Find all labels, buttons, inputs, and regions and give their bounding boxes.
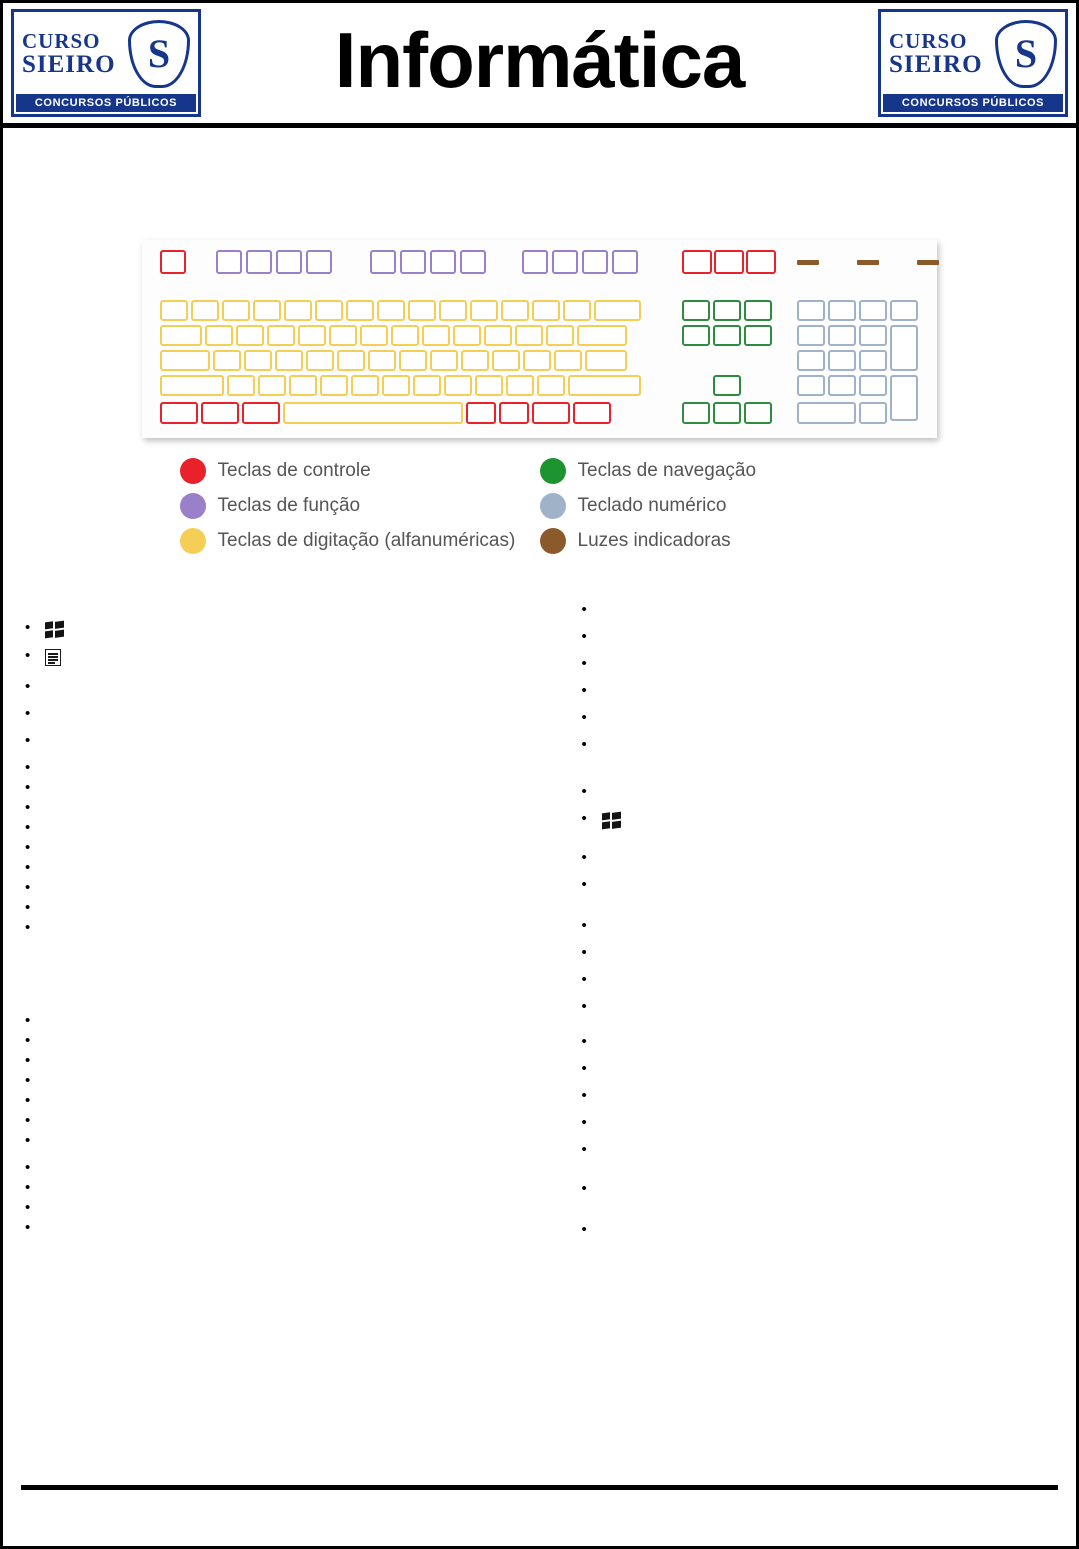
led-num-lock-icon (797, 260, 819, 265)
list-item (578, 785, 1059, 798)
key-num-divide (828, 300, 856, 321)
list-item (21, 1094, 540, 1107)
list-item (21, 1114, 540, 1127)
logo-right (878, 9, 1068, 117)
logo-left (11, 9, 201, 117)
key-f4 (306, 250, 332, 274)
key-f8 (460, 250, 486, 274)
key-j (399, 350, 427, 371)
key-l (461, 350, 489, 371)
key-f11 (582, 250, 608, 274)
key-period (475, 375, 503, 396)
keyboard-diagram (142, 240, 937, 438)
key-bracket-right (554, 350, 582, 371)
list-item (21, 1221, 540, 1234)
key-num-3 (859, 375, 887, 396)
key-num-lock (797, 300, 825, 321)
logo-right-shield-letter: S (1014, 31, 1038, 76)
logo-left-shield-letter: S (147, 31, 171, 76)
list-item (578, 684, 1059, 697)
legend-label-funcao: Teclas de função (217, 495, 361, 516)
list-item (578, 630, 1059, 643)
legend-item-digitacao (180, 528, 540, 554)
key-8 (408, 300, 436, 321)
key-ctrl-right (573, 402, 611, 424)
list-item (21, 734, 540, 747)
key-bracket-left (546, 325, 574, 346)
logo-right-word1: CURSO (889, 29, 968, 53)
key-print-screen (682, 250, 712, 274)
legend-dot-numerico-icon (540, 493, 566, 519)
key-num-decimal (859, 402, 887, 424)
key-backquote (160, 300, 188, 321)
key-shift-left (160, 375, 224, 396)
logo-right-shield-icon (995, 20, 1057, 88)
legend-dot-digitacao-icon (180, 528, 206, 554)
keyboard-row-bottom (160, 402, 611, 424)
keyboard-figure (3, 240, 1076, 554)
key-x (258, 375, 286, 396)
keyboard-row-numbers (160, 300, 641, 321)
key-arrow-right-icon (744, 402, 772, 424)
key-5 (315, 300, 343, 321)
keyboard-nav-row-1 (682, 300, 772, 321)
list-item (578, 1000, 1059, 1013)
numpad-row-5 (797, 402, 887, 424)
keyboard-arrow-up (713, 375, 741, 396)
legend-dot-controle-icon (180, 458, 206, 484)
logo-left-top (16, 14, 196, 94)
key-alt-gr (466, 402, 496, 424)
key-space (283, 402, 463, 424)
legend-item-navegacao (540, 458, 900, 484)
list-item (578, 1182, 1059, 1195)
list-item (578, 973, 1059, 986)
key-windows-left (201, 402, 239, 424)
key-f3 (276, 250, 302, 274)
list-item (578, 711, 1059, 724)
logo-left-shield-icon (128, 20, 190, 88)
key-menu (532, 402, 570, 424)
key-num-6 (859, 350, 887, 371)
key-v (320, 375, 348, 396)
key-9 (439, 300, 467, 321)
windows-flag-icon (45, 620, 64, 640)
key-w (236, 325, 264, 346)
key-c (289, 375, 317, 396)
content-columns (3, 603, 1076, 1446)
key-num-multiply (859, 300, 887, 321)
indicator-lights (797, 260, 939, 265)
list-item (578, 919, 1059, 932)
list-item (21, 761, 540, 774)
key-arrow-left-icon (682, 402, 710, 424)
key-num-4 (797, 350, 825, 371)
key-e (267, 325, 295, 346)
list-item (21, 861, 540, 874)
legend-label-navegacao: Teclas de navegação (577, 460, 757, 481)
list-item (21, 1181, 540, 1194)
footer-divider (21, 1485, 1058, 1490)
key-f10 (552, 250, 578, 274)
list-item (21, 707, 540, 720)
list-item (21, 801, 540, 814)
list-item (21, 1014, 540, 1027)
list-item (21, 921, 540, 934)
key-num-2 (828, 375, 856, 396)
list-item (578, 657, 1059, 670)
list-item (21, 1134, 540, 1147)
key-u (391, 325, 419, 346)
key-f1 (216, 250, 242, 274)
keyboard-arrow-row (682, 402, 772, 424)
logo-right-word2: SIEIRO (889, 51, 983, 78)
legend-item-funcao (180, 493, 540, 519)
key-num-add (890, 325, 918, 371)
page-header (3, 3, 1076, 128)
key-1 (191, 300, 219, 321)
legend-item-controle (180, 458, 540, 484)
legend-dot-navegacao-icon (540, 458, 566, 484)
key-num-0 (797, 402, 856, 424)
key-num-subtract (890, 300, 918, 321)
key-cedilla (492, 350, 520, 371)
key-b (351, 375, 379, 396)
key-acute (515, 325, 543, 346)
logo-left-word1: CURSO (22, 29, 101, 53)
key-h (368, 350, 396, 371)
logo-left-words (22, 31, 116, 77)
logo-right-top (883, 14, 1063, 94)
list-item (578, 1089, 1059, 1102)
menu-key-icon (45, 649, 61, 666)
list-item (578, 812, 1059, 829)
legend-label-digitacao: Teclas de digitação (alfanuméricas) (217, 530, 516, 551)
logo-right-tagline: CONCURSOS PÚBLICOS (883, 94, 1063, 112)
key-num-enter (890, 375, 918, 421)
keyboard-row-qwerty (160, 325, 627, 346)
logo-right-words (889, 31, 983, 77)
key-g (337, 350, 365, 371)
list-item (578, 946, 1059, 959)
key-s (244, 350, 272, 371)
page-title: Informática (334, 16, 745, 104)
legend-dot-luzes-icon (540, 528, 566, 554)
key-o (453, 325, 481, 346)
key-t (329, 325, 357, 346)
keyboard-row-home (160, 350, 627, 371)
numpad-row-1 (797, 300, 918, 321)
list-item (578, 1223, 1059, 1236)
key-alt-left (242, 402, 280, 424)
key-semicolon (506, 375, 534, 396)
legend-label-numerico: Teclado numérico (577, 495, 727, 516)
left-column (21, 603, 540, 1446)
key-f (306, 350, 334, 371)
list-item (21, 1201, 540, 1214)
list-item (21, 621, 540, 638)
list-item (578, 1143, 1059, 1156)
key-comma (444, 375, 472, 396)
key-d (275, 350, 303, 371)
key-tilde (523, 350, 551, 371)
key-page-down (744, 325, 772, 346)
list-item (578, 1116, 1059, 1129)
key-f6 (400, 250, 426, 274)
key-windows-right (499, 402, 529, 424)
list-item (21, 1074, 540, 1087)
key-minus (501, 300, 529, 321)
logo-left-word2: SIEIRO (22, 51, 116, 78)
list-item (578, 603, 1059, 616)
keyboard-legend (180, 458, 900, 554)
keyboard-row-shift (160, 375, 641, 396)
list-item (21, 781, 540, 794)
list-item (578, 1035, 1059, 1048)
key-0 (470, 300, 498, 321)
key-tab (160, 325, 202, 346)
key-num-7 (797, 325, 825, 346)
key-page-up (744, 300, 772, 321)
key-3 (253, 300, 281, 321)
key-enter (585, 350, 627, 371)
windows-flag-icon (602, 811, 621, 831)
key-pause (746, 250, 776, 274)
key-k (430, 350, 458, 371)
list-item (21, 649, 540, 666)
list-item (21, 1161, 540, 1174)
key-m (413, 375, 441, 396)
key-f7 (430, 250, 456, 274)
list-item (578, 851, 1059, 864)
list-item (21, 1034, 540, 1047)
key-4 (284, 300, 312, 321)
key-shift-right (568, 375, 641, 396)
key-p (484, 325, 512, 346)
list-item (21, 680, 540, 693)
key-arrow-up-icon (713, 375, 741, 396)
key-n (382, 375, 410, 396)
key-q (205, 325, 233, 346)
key-delete (682, 325, 710, 346)
key-equal (532, 300, 560, 321)
key-f12 (612, 250, 638, 274)
led-scroll-lock-icon (917, 260, 939, 265)
key-2 (222, 300, 250, 321)
key-6 (346, 300, 374, 321)
list-item (578, 878, 1059, 891)
legend-item-luzes (540, 528, 900, 554)
list-item (578, 1062, 1059, 1075)
list-item (21, 1054, 540, 1067)
key-end (713, 325, 741, 346)
key-backspace (594, 300, 641, 321)
key-7 (377, 300, 405, 321)
key-num-1 (797, 375, 825, 396)
keyboard-row-escape (160, 250, 186, 274)
key-num-8 (828, 325, 856, 346)
left-bullet-list (21, 621, 540, 1234)
key-home (713, 300, 741, 321)
key-extra (563, 300, 591, 321)
key-scroll-lock (714, 250, 744, 274)
led-caps-lock-icon (857, 260, 879, 265)
keyboard-row-function-1 (216, 250, 332, 274)
key-f5 (370, 250, 396, 274)
logo-left-tagline: CONCURSOS PÚBLICOS (16, 94, 196, 112)
keyboard-row-function-3 (522, 250, 638, 274)
key-slash (537, 375, 565, 396)
key-f2 (246, 250, 272, 274)
numpad-row-3 (797, 350, 887, 371)
right-column (540, 603, 1059, 1446)
key-escape (160, 250, 186, 274)
keyboard-nav-row-2 (682, 325, 772, 346)
key-ctrl-left (160, 402, 198, 424)
key-y (360, 325, 388, 346)
legend-dot-funcao-icon (180, 493, 206, 519)
key-insert (682, 300, 710, 321)
legend-item-numerico (540, 493, 900, 519)
key-arrow-down-icon (713, 402, 741, 424)
key-z (227, 375, 255, 396)
legend-label-controle: Teclas de controle (217, 460, 371, 481)
list-item (21, 881, 540, 894)
right-bullet-list (578, 603, 1059, 1236)
list-item (21, 901, 540, 914)
list-item (21, 821, 540, 834)
key-num-5 (828, 350, 856, 371)
list-item (578, 738, 1059, 751)
legend-label-luzes: Luzes indicadoras (577, 530, 731, 551)
key-f9 (522, 250, 548, 274)
key-enter-top (577, 325, 627, 346)
keyboard-row-function-2 (370, 250, 486, 274)
keyboard-row-control-top (682, 250, 776, 274)
key-caps-lock (160, 350, 210, 371)
key-i (422, 325, 450, 346)
list-item (21, 841, 540, 854)
key-num-9 (859, 325, 887, 346)
key-r (298, 325, 326, 346)
key-a (213, 350, 241, 371)
